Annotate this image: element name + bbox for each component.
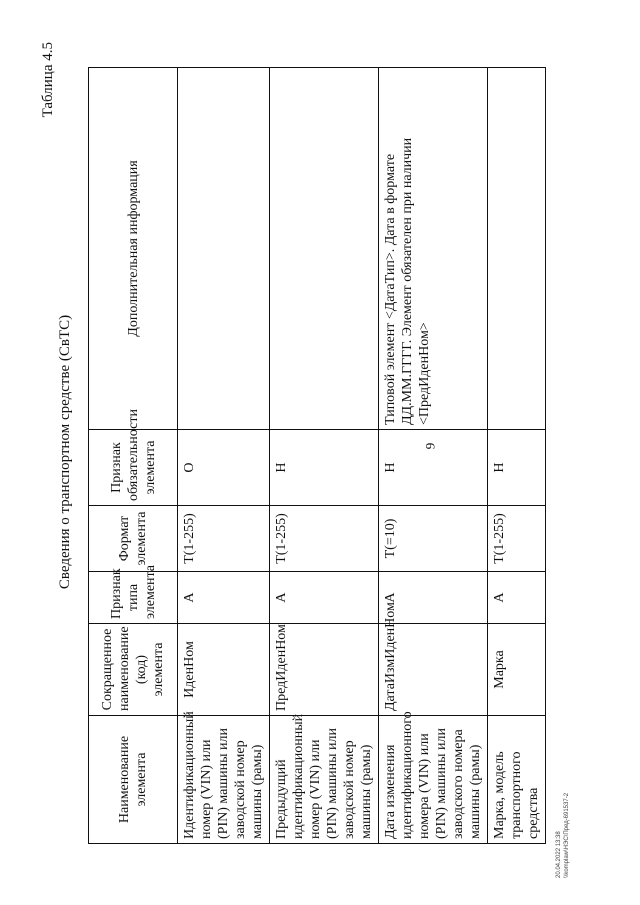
- cell-name: Идентификационный номер (VIN) или (PIN) машины или заводской номер машины (рамы): [178, 716, 270, 844]
- cell-info: [488, 68, 546, 430]
- cell-name: Предыдущий идентификационный номер (VIN) или (PIN) машины или заводской номер машины (рамы): [270, 716, 379, 844]
- cell-required: О: [178, 430, 270, 506]
- footer-timestamp: 20.04.2022 13:38: [556, 831, 562, 878]
- header-type: Признак типа элемента: [89, 572, 178, 624]
- cell-info: [270, 68, 379, 430]
- document-footer: [555, 793, 571, 878]
- table-row: [488, 68, 546, 844]
- rotated-page-content: [40, 42, 600, 878]
- header-info: Дополнительная информация: [89, 68, 178, 430]
- cell-code: Марка: [488, 624, 546, 716]
- elements-table: [88, 67, 546, 844]
- table-row: [270, 68, 379, 844]
- table-label: Таблица 4.5: [40, 42, 56, 118]
- cell-code: ИденНом: [178, 624, 270, 716]
- cell-info: [178, 68, 270, 430]
- cell-required: Н: [379, 430, 488, 506]
- header-code: Сокращенное наименование (код) элемента: [89, 624, 178, 716]
- cell-required: Н: [488, 430, 546, 506]
- cell-format: T(1-255): [488, 506, 546, 572]
- cell-code: ПредИденНом: [270, 624, 379, 716]
- cell-type: А: [178, 572, 270, 624]
- footer-path: \\komplaw\НЭС\Пред-691537-2: [564, 792, 570, 878]
- cell-name: Марка, модель транспортного средства: [488, 716, 546, 844]
- cell-type: А: [488, 572, 546, 624]
- cell-type: А: [270, 572, 379, 624]
- header-required: Признак обязательности элемента: [89, 430, 178, 506]
- page-number: 9: [422, 442, 438, 450]
- cell-name: Дата изменения идентификационного номера (VIN) или (PIN) машины или заводского номера машины (рамы): [379, 716, 488, 844]
- table-row: [379, 68, 488, 844]
- cell-format: T(1-255): [178, 506, 270, 572]
- table-row: [178, 68, 270, 844]
- table-header-row: [89, 68, 178, 844]
- cell-required: Н: [270, 430, 379, 506]
- header-format: Формат элемента: [89, 506, 178, 572]
- cell-info: Типовой элемент <ДатаТип>. Дата в формате ДД.ММ.ГГГГ. Элемент обязателен при наличии <ПредИденНом>: [379, 68, 488, 430]
- cell-code: ДатаИзмИденНом: [379, 624, 488, 716]
- cell-format: T(1-255): [270, 506, 379, 572]
- cell-type: А: [379, 572, 488, 624]
- cell-format: T(=10): [379, 506, 488, 572]
- table-caption: Сведения о транспортном средстве (СвТС): [57, 314, 73, 590]
- header-element-name: Наименование элемента: [89, 716, 178, 844]
